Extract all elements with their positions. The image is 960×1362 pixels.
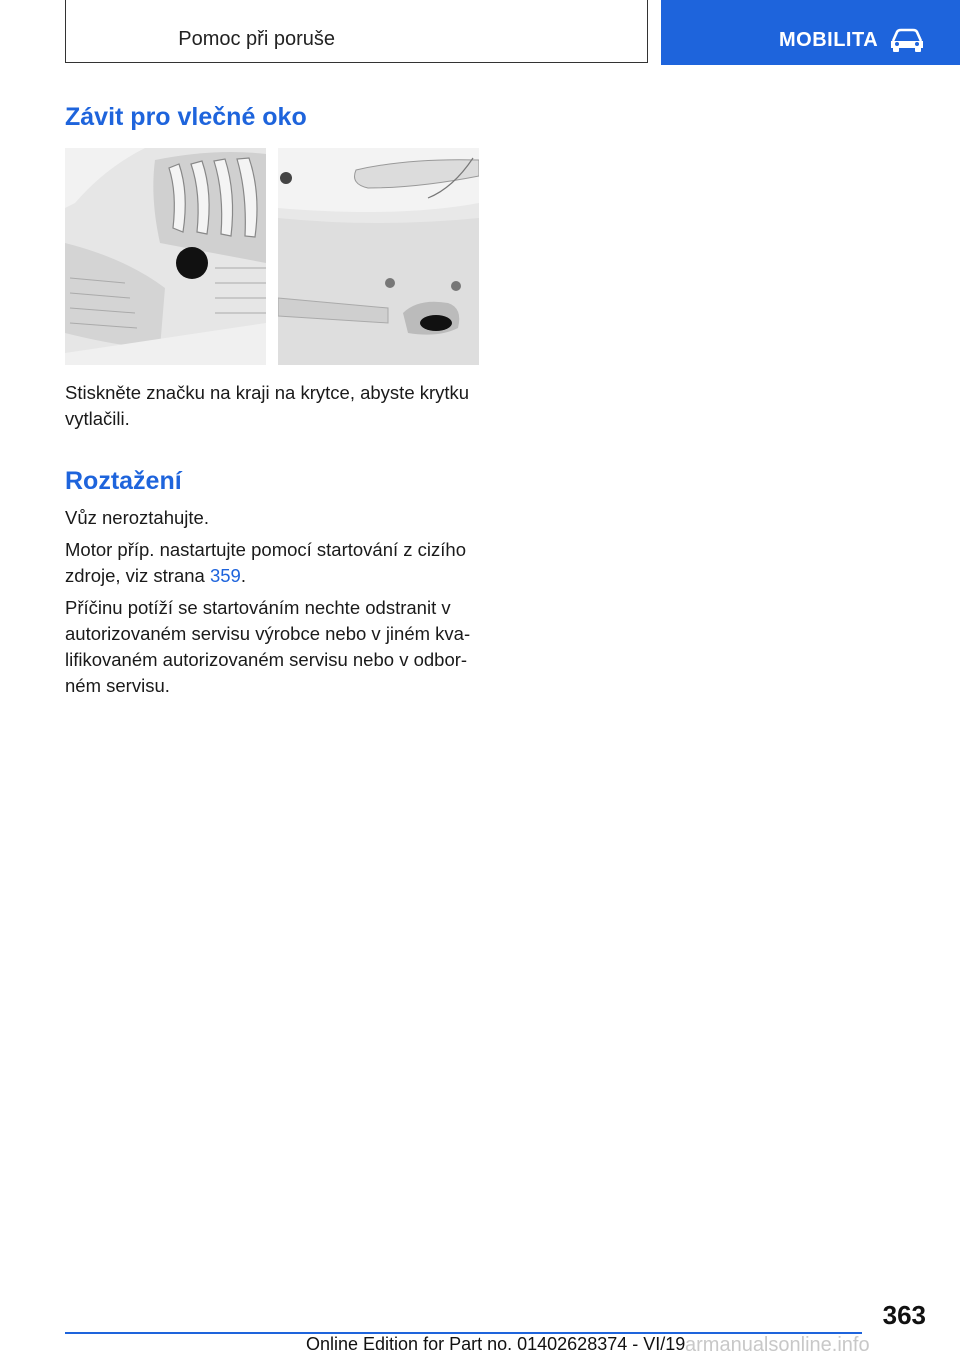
heading-tow-eye-thread: Závit pro vlečné oko	[65, 103, 307, 131]
page-link-359[interactable]: 359	[209, 565, 241, 586]
watermark: armanualsonline.info	[685, 1334, 870, 1356]
paragraph-press-cover: Stiskněte značku na kraji na krytce, abyste krytku vytlačili.	[65, 382, 470, 429]
section-title: Pomoc při poruše	[178, 28, 335, 50]
page-number: 363	[882, 1300, 926, 1330]
footer-edition: Online Edition for Part no. 01402628374 - VI/19	[306, 1334, 686, 1354]
rear-bumper-image	[278, 148, 479, 365]
chapter-tab[interactable]	[661, 0, 960, 65]
heading-tow-start: Roztažení	[65, 467, 182, 495]
chapter-tab-label: MOBILITA	[779, 29, 879, 51]
paragraph-do-not-tow: Vůz neroztahujte.	[65, 507, 209, 528]
jump-start-text: Motor příp. nastartujte pomocí startování z cizího zdroje, viz strana	[65, 539, 467, 586]
paragraph-jump-start	[65, 537, 485, 589]
paragraph-service-advice: Příčinu potíží se startováním nechte odstranit v autorizovaném servisu výrobce nebo v jiném kva-lifikovaném autorizovaném servisu nebo v odbor-ném servisu.	[65, 597, 471, 696]
jump-start-period: .	[240, 565, 246, 586]
front-bumper-image	[65, 148, 266, 365]
car-icon	[889, 27, 925, 53]
header-section-box	[65, 0, 648, 63]
